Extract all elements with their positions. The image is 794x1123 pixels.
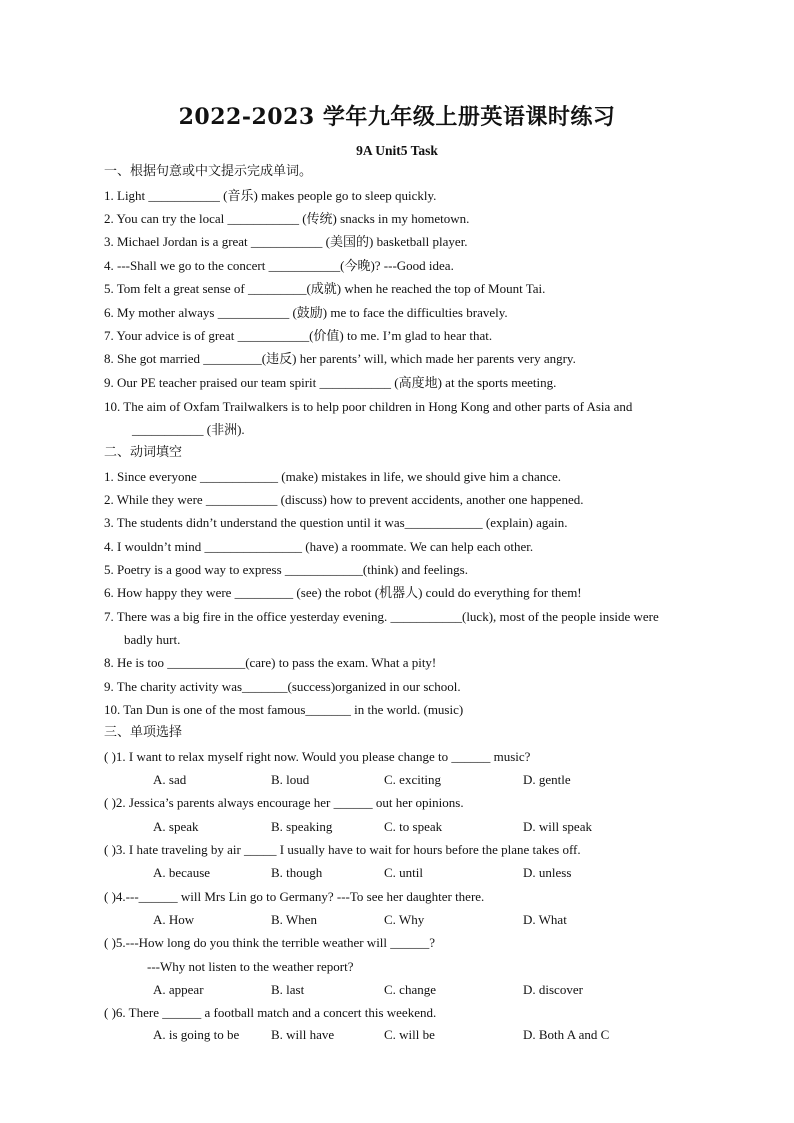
section-1-item-2: 2. You can try the local ___________ (传统) snacks in my hometown. [104, 211, 470, 226]
section-1-heading: 一、根据句意或中文提示完成单词。 [104, 164, 313, 179]
question-3-option-b: B. though [271, 865, 323, 880]
section-2-item-5: 5. Poetry is a good way to express ____________(think) and feelings. [104, 562, 468, 577]
question-4-option-d: D. What [523, 912, 567, 927]
question-2-stem: ( )2. Jessica’s parents always encourage her ______ out her opinions. [104, 795, 464, 810]
question-2-option-d: D. will speak [523, 819, 592, 834]
question-4-option-b: B. When [271, 912, 317, 927]
section-1-item-7: 7. Your advice is of great ___________(价值) to me. I’m glad to hear that. [104, 328, 493, 343]
section-1-item-8: 8. She got married _________(违反) her parents’ will, which made her parents very angry. [104, 351, 576, 366]
section-1-item-6: 6. My mother always ___________ (鼓励) me to face the difficulties bravely. [104, 305, 508, 320]
question-1-option-a: A. sad [153, 772, 187, 787]
question-5-option-c: C. change [384, 982, 436, 997]
page-title: 2022-2023 学年九年级上册英语课时练习 [178, 104, 616, 130]
section-2-item-10: 10. Tan Dun is one of the most famous_______ in the world. (music) [104, 702, 464, 717]
question-1-option-b: B. loud [271, 772, 310, 787]
question-4-option-a: A. How [153, 912, 195, 927]
question-3-option-d: D. unless [523, 865, 572, 880]
question-3-stem: ( )3. I hate traveling by air _____ I usually have to wait for hours before the plane takes off. [104, 842, 581, 857]
question-4-stem: ( )4.---______ will Mrs Lin go to Germany? ---To see her daughter there. [104, 889, 485, 904]
page-subtitle: 9A Unit5 Task [356, 143, 438, 158]
question-5-option-a: A. appear [153, 982, 204, 997]
question-5-option-d: D. discover [523, 982, 583, 997]
section-2-item-6: 6. How happy they were _________ (see) the robot (机器人) could do everything for them! [104, 585, 582, 600]
question-1-option-c: C. exciting [384, 772, 442, 787]
section-1-item-3: 3. Michael Jordan is a great ___________ (美国的) basketball player. [104, 234, 468, 249]
section-2-item-7-cont: badly hurt. [124, 632, 181, 647]
question-1-stem: ( )1. I want to relax myself right now. Would you please change to ______ music? [104, 749, 531, 764]
question-2-option-c: C. to speak [384, 819, 443, 834]
question-3-option-a: A. because [153, 865, 211, 880]
question-3-option-c: C. until [384, 865, 424, 880]
question-1-option-d: D. gentle [523, 772, 571, 787]
question-5-option-b: B. last [271, 982, 305, 997]
section-1-item-1: 1. Light ___________ (音乐) makes people go to sleep quickly. [104, 188, 437, 203]
section-2-item-8: 8. He is too ____________(care) to pass the exam. What a pity! [104, 655, 437, 670]
section-1-item-4: 4. ---Shall we go to the concert ___________(今晚)? ---Good idea. [104, 258, 454, 273]
section-2-heading: 二、动词填空 [104, 445, 183, 460]
section-1-item-10-cont: ___________ (非洲). [132, 422, 245, 437]
section-2-item-3: 3. The students didn’t understand the question until it was____________ (explain) again. [104, 515, 568, 530]
section-1-item-5: 5. Tom felt a great sense of _________(成就) when he reached the top of Mount Tai. [104, 281, 546, 296]
question-4-option-c: C. Why [384, 912, 425, 927]
question-2-option-b: B. speaking [271, 819, 333, 834]
section-3-heading: 三、单项选择 [104, 725, 183, 740]
question-5-stem-cont: ---Why not listen to the weather report? [147, 959, 354, 974]
section-2-item-2: 2. While they were ___________ (discuss) how to prevent accidents, another one happened. [104, 492, 584, 507]
question-6-option-c: C. will be [384, 1027, 435, 1042]
section-2-item-9: 9. The charity activity was_______(success)organized in our school. [104, 679, 461, 694]
question-6-option-b: B. will have [271, 1027, 335, 1042]
section-2-item-1: 1. Since everyone ____________ (make) mistakes in life, we should give him a chance. [104, 469, 562, 484]
question-6-option-a: A. is going to be [153, 1027, 240, 1042]
section-1-item-9: 9. Our PE teacher praised our team spirit ___________ (高度地) at the sports meeting. [104, 375, 557, 390]
question-6-option-d: D. Both A and C [523, 1027, 610, 1042]
question-2-option-a: A. speak [153, 819, 199, 834]
question-6-stem: ( )6. There ______ a football match and a concert this weekend. [104, 1005, 437, 1020]
section-1-item-10: 10. The aim of Oxfam Trailwalkers is to help poor children in Hong Kong and other parts of Asia and [104, 399, 633, 414]
section-2-item-4: 4. I wouldn’t mind _______________ (have) a roommate. We can help each other. [104, 539, 534, 554]
question-5-stem: ( )5.---How long do you think the terrible weather will ______? [104, 935, 436, 950]
section-2-item-7: 7. There was a big fire in the office yesterday evening. ___________(luck), most of the people inside were [104, 609, 659, 624]
